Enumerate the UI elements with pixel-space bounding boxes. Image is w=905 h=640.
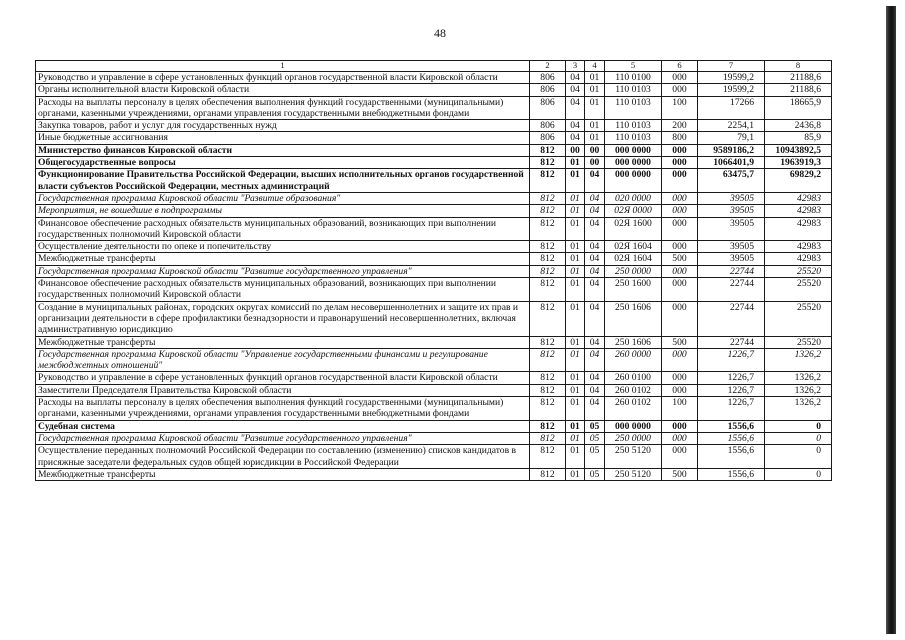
expense-type-cell: 800: [662, 132, 698, 144]
sum-year2-cell: 42983: [765, 241, 832, 253]
admin-code-cell: 806: [530, 72, 566, 84]
sum-year1-cell: 1556,6: [698, 432, 765, 444]
row-name-cell: Функционирование Правительства Российской Федерации, высших исполнительных органов государственной власти субъектов Российской Федерации, местных администраций: [36, 169, 530, 193]
table-row: [36, 157, 832, 169]
subsection-cell: 01: [585, 96, 605, 120]
section-cell: 00: [566, 144, 585, 156]
sum-year2-cell: 1326,2: [765, 372, 832, 384]
row-name-cell: Расходы на выплаты персоналу в целях обеспечения выполнения функций государственными (муниципальными) органами, казенными учреждениями, органами управления государственными внебюджетными фондами: [36, 96, 530, 120]
subsection-cell: 04: [585, 278, 605, 302]
subsection-cell: 01: [585, 72, 605, 84]
sum-year2-cell: 21188,6: [765, 84, 832, 96]
target-article-cell: 000 0000: [605, 169, 662, 193]
sum-year2-cell: 25520: [765, 301, 832, 336]
expense-type-cell: 000: [662, 72, 698, 84]
sum-year2-cell: 1326,2: [765, 397, 832, 421]
subsection-cell: 04: [585, 205, 605, 217]
expense-type-cell: 500: [662, 468, 698, 480]
table-row: [36, 468, 832, 480]
section-cell: 04: [566, 132, 585, 144]
row-name-cell: Межбюджетные трансферты: [36, 468, 530, 480]
column-header-admin: 2: [530, 61, 566, 72]
target-article-cell: 250 1606: [605, 336, 662, 348]
row-name-cell: Государственная программа Кировской области "Развитие образования": [36, 192, 530, 204]
sum-year2-cell: 69829,2: [765, 169, 832, 193]
subsection-cell: 04: [585, 301, 605, 336]
row-name-cell: Государственная программа Кировской области "Развитие государственного управления": [36, 432, 530, 444]
subsection-cell: 04: [585, 384, 605, 396]
row-name-cell: Государственная программа Кировской области "Развитие государственного управления": [36, 265, 530, 277]
target-article-cell: 260 0102: [605, 397, 662, 421]
sum-year2-cell: 1326,2: [765, 348, 832, 372]
sum-year1-cell: 39505: [698, 241, 765, 253]
subsection-cell: 04: [585, 217, 605, 241]
sum-year2-cell: 25520: [765, 336, 832, 348]
section-cell: 04: [566, 96, 585, 120]
expense-type-cell: 000: [662, 205, 698, 217]
expense-type-cell: 000: [662, 420, 698, 432]
subsection-cell: 01: [585, 120, 605, 132]
section-cell: 01: [566, 278, 585, 302]
admin-code-cell: 812: [530, 192, 566, 204]
admin-code-cell: 812: [530, 205, 566, 217]
table-row: [36, 265, 832, 277]
table-row: [36, 217, 832, 241]
column-header-subsection: 4: [585, 61, 605, 72]
section-cell: 01: [566, 384, 585, 396]
admin-code-cell: 812: [530, 253, 566, 265]
admin-code-cell: 812: [530, 301, 566, 336]
expense-type-cell: 000: [662, 192, 698, 204]
expense-type-cell: 000: [662, 169, 698, 193]
admin-code-cell: 812: [530, 265, 566, 277]
subsection-cell: 04: [585, 372, 605, 384]
sum-year1-cell: 1556,6: [698, 420, 765, 432]
subsection-cell: 04: [585, 336, 605, 348]
admin-code-cell: 812: [530, 278, 566, 302]
section-cell: 04: [566, 72, 585, 84]
admin-code-cell: 812: [530, 397, 566, 421]
section-cell: 01: [566, 445, 585, 469]
subsection-cell: 04: [585, 192, 605, 204]
admin-code-cell: 812: [530, 468, 566, 480]
row-name-cell: Финансовое обеспечение расходных обязательств муниципальных образований, возникающих при выполнении государственных полномочий Кировской области: [36, 217, 530, 241]
expense-type-cell: 200: [662, 120, 698, 132]
target-article-cell: 250 5120: [605, 445, 662, 469]
section-cell: 01: [566, 205, 585, 217]
section-cell: 01: [566, 169, 585, 193]
table-row: [36, 348, 832, 372]
sum-year2-cell: 25520: [765, 278, 832, 302]
admin-code-cell: 812: [530, 348, 566, 372]
sum-year2-cell: 0: [765, 432, 832, 444]
sum-year1-cell: 22744: [698, 265, 765, 277]
section-cell: 01: [566, 348, 585, 372]
row-name-cell: Заместители Председателя Правительства Кировской области: [36, 384, 530, 396]
admin-code-cell: 806: [530, 96, 566, 120]
sum-year2-cell: 2436,8: [765, 120, 832, 132]
admin-code-cell: 812: [530, 169, 566, 193]
target-article-cell: 250 1600: [605, 278, 662, 302]
sum-year2-cell: 25520: [765, 265, 832, 277]
admin-code-cell: 812: [530, 336, 566, 348]
row-name-cell: Межбюджетные трансферты: [36, 336, 530, 348]
target-article-cell: 110 0103: [605, 96, 662, 120]
sum-year1-cell: 17266: [698, 96, 765, 120]
sum-year1-cell: 22744: [698, 301, 765, 336]
table-row: [36, 120, 832, 132]
sum-year2-cell: 21188,6: [765, 72, 832, 84]
section-cell: 01: [566, 397, 585, 421]
column-header-name: 1: [36, 61, 530, 72]
expense-type-cell: 000: [662, 348, 698, 372]
table-row: [36, 445, 832, 469]
target-article-cell: 260 0102: [605, 384, 662, 396]
table-row: [36, 372, 832, 384]
sum-year1-cell: 1066401,9: [698, 157, 765, 169]
sum-year1-cell: 9589186,2: [698, 144, 765, 156]
section-cell: 04: [566, 120, 585, 132]
section-cell: 04: [566, 84, 585, 96]
target-article-cell: 02Я 0000: [605, 205, 662, 217]
target-article-cell: 250 0000: [605, 432, 662, 444]
sum-year1-cell: 1556,6: [698, 445, 765, 469]
admin-code-cell: 806: [530, 132, 566, 144]
row-name-cell: Осуществление деятельности по опеке и попечительству: [36, 241, 530, 253]
sum-year1-cell: 19599,2: [698, 84, 765, 96]
table-row: [36, 144, 832, 156]
section-cell: 01: [566, 301, 585, 336]
expense-type-cell: 000: [662, 301, 698, 336]
subsection-cell: 04: [585, 241, 605, 253]
section-cell: 01: [566, 265, 585, 277]
table-header-row: [36, 61, 832, 72]
expense-type-cell: 000: [662, 384, 698, 396]
sum-year1-cell: 1226,7: [698, 397, 765, 421]
table-row: [36, 420, 832, 432]
expense-type-cell: 000: [662, 157, 698, 169]
sum-year1-cell: 63475,7: [698, 169, 765, 193]
subsection-cell: 04: [585, 253, 605, 265]
sum-year1-cell: 1556,6: [698, 468, 765, 480]
expense-type-cell: 100: [662, 96, 698, 120]
table-row: [36, 301, 832, 336]
table-row: [36, 253, 832, 265]
admin-code-cell: 806: [530, 84, 566, 96]
expense-type-cell: 000: [662, 278, 698, 302]
admin-code-cell: 812: [530, 445, 566, 469]
section-cell: 01: [566, 420, 585, 432]
expense-type-cell: 500: [662, 336, 698, 348]
sum-year1-cell: 1226,7: [698, 384, 765, 396]
row-name-cell: Общегосударственные вопросы: [36, 157, 530, 169]
table-row: [36, 84, 832, 96]
target-article-cell: 02Я 1600: [605, 217, 662, 241]
sum-year1-cell: 39505: [698, 205, 765, 217]
target-article-cell: 000 0000: [605, 157, 662, 169]
admin-code-cell: 812: [530, 157, 566, 169]
row-name-cell: Руководство и управление в сфере установленных функций органов государственной власти Кировской области: [36, 372, 530, 384]
expense-type-cell: 000: [662, 217, 698, 241]
table-row: [36, 192, 832, 204]
admin-code-cell: 812: [530, 144, 566, 156]
admin-code-cell: 812: [530, 217, 566, 241]
subsection-cell: 04: [585, 265, 605, 277]
budget-table: [35, 60, 832, 481]
scan-edge-shadow: [886, 6, 896, 634]
sum-year1-cell: 1226,7: [698, 372, 765, 384]
subsection-cell: 05: [585, 432, 605, 444]
sum-year2-cell: 0: [765, 468, 832, 480]
sum-year1-cell: 39505: [698, 217, 765, 241]
section-cell: 01: [566, 241, 585, 253]
target-article-cell: 020 0000: [605, 192, 662, 204]
row-name-cell: Иные бюджетные ассигнования: [36, 132, 530, 144]
sum-year1-cell: 19599,2: [698, 72, 765, 84]
expense-type-cell: 500: [662, 253, 698, 265]
admin-code-cell: 812: [530, 372, 566, 384]
sum-year2-cell: 0: [765, 445, 832, 469]
section-cell: 01: [566, 468, 585, 480]
row-name-cell: Государственная программа Кировской области "Управление государственными финансами и регулирование межбюджетных отношений": [36, 348, 530, 372]
table-row: [36, 241, 832, 253]
table-row: [36, 278, 832, 302]
row-name-cell: Расходы на выплаты персоналу в целях обеспечения выполнения функций государственными (муниципальными) органами, казенными учреждениями, органами управления государственными внебюджетными фондами: [36, 397, 530, 421]
admin-code-cell: 806: [530, 120, 566, 132]
row-name-cell: Закупка товаров, работ и услуг для государственных нужд: [36, 120, 530, 132]
expense-type-cell: 000: [662, 265, 698, 277]
row-name-cell: Руководство и управление в сфере установленных функций органов государственной власти Кировской области: [36, 72, 530, 84]
table-row: [36, 397, 832, 421]
sum-year1-cell: 1226,7: [698, 348, 765, 372]
subsection-cell: 00: [585, 144, 605, 156]
expense-type-cell: 000: [662, 241, 698, 253]
sum-year2-cell: 10943892,5: [765, 144, 832, 156]
target-article-cell: 260 0100: [605, 372, 662, 384]
row-name-cell: Судебная система: [36, 420, 530, 432]
target-article-cell: 250 1606: [605, 301, 662, 336]
sum-year1-cell: 39505: [698, 253, 765, 265]
subsection-cell: 00: [585, 157, 605, 169]
target-article-cell: 110 0103: [605, 84, 662, 96]
page-number: 48: [434, 26, 446, 40]
sum-year2-cell: 42983: [765, 205, 832, 217]
subsection-cell: 01: [585, 132, 605, 144]
expense-type-cell: 000: [662, 372, 698, 384]
table-row: [36, 169, 832, 193]
row-name-cell: Межбюджетные трансферты: [36, 253, 530, 265]
table-body: [36, 72, 832, 481]
section-cell: 01: [566, 336, 585, 348]
expense-type-cell: 000: [662, 445, 698, 469]
subsection-cell: 01: [585, 84, 605, 96]
target-article-cell: 02Я 1604: [605, 241, 662, 253]
target-article-cell: 000 0000: [605, 420, 662, 432]
section-cell: 01: [566, 157, 585, 169]
sum-year1-cell: 22744: [698, 278, 765, 302]
target-article-cell: 260 0000: [605, 348, 662, 372]
table-row: [36, 384, 832, 396]
row-name-cell: Министерство финансов Кировской области: [36, 144, 530, 156]
section-cell: 01: [566, 217, 585, 241]
row-name-cell: Осуществление переданных полномочий Российской Федерации по составлению (изменению) списков кандидатов в присяжные заседатели федеральных судов общей юрисдикции в Российской Федерации: [36, 445, 530, 469]
sum-year2-cell: 18665,9: [765, 96, 832, 120]
row-name-cell: Финансовое обеспечение расходных обязательств муниципальных образований, возникающих при выполнении государственных полномочий Кировской области: [36, 278, 530, 302]
sum-year2-cell: 42983: [765, 253, 832, 265]
subsection-cell: 04: [585, 169, 605, 193]
sum-year1-cell: 39505: [698, 192, 765, 204]
section-cell: 01: [566, 192, 585, 204]
subsection-cell: 05: [585, 420, 605, 432]
table-row: [36, 205, 832, 217]
column-header-section: 3: [566, 61, 585, 72]
column-header-expense-type: 6: [662, 61, 698, 72]
row-name-cell: Создание в муниципальных районах, городских округах комиссий по делам несовершеннолетних и защите их прав и организации деятельности в сфере профилактики безнадзорности и правонарушений несовершеннолетних, включая административную юрисдикцию: [36, 301, 530, 336]
column-header-target: 5: [605, 61, 662, 72]
sum-year1-cell: 22744: [698, 336, 765, 348]
target-article-cell: 02Я 1604: [605, 253, 662, 265]
sum-year2-cell: 85,9: [765, 132, 832, 144]
subsection-cell: 04: [585, 348, 605, 372]
row-name-cell: Мероприятия, не вошедшие в подпрограммы: [36, 205, 530, 217]
subsection-cell: 04: [585, 397, 605, 421]
column-header-sum-year2: 8: [765, 61, 832, 72]
sum-year2-cell: 0: [765, 420, 832, 432]
expense-type-cell: 100: [662, 397, 698, 421]
admin-code-cell: 812: [530, 384, 566, 396]
target-article-cell: 250 5120: [605, 468, 662, 480]
table-row: [36, 336, 832, 348]
section-cell: 01: [566, 372, 585, 384]
column-header-sum-year1: 7: [698, 61, 765, 72]
sum-year2-cell: 42983: [765, 192, 832, 204]
subsection-cell: 05: [585, 468, 605, 480]
row-name-cell: Органы исполнительной власти Кировской области: [36, 84, 530, 96]
expense-type-cell: 000: [662, 144, 698, 156]
target-article-cell: 110 0103: [605, 120, 662, 132]
sum-year2-cell: 42983: [765, 217, 832, 241]
sum-year2-cell: 1963919,3: [765, 157, 832, 169]
admin-code-cell: 812: [530, 432, 566, 444]
sum-year2-cell: 1326,2: [765, 384, 832, 396]
expense-type-cell: 000: [662, 432, 698, 444]
section-cell: 01: [566, 253, 585, 265]
target-article-cell: 110 0103: [605, 132, 662, 144]
section-cell: 01: [566, 432, 585, 444]
subsection-cell: 05: [585, 445, 605, 469]
admin-code-cell: 812: [530, 241, 566, 253]
table-row: [36, 432, 832, 444]
target-article-cell: 250 0000: [605, 265, 662, 277]
sum-year1-cell: 2254,1: [698, 120, 765, 132]
expense-type-cell: 000: [662, 84, 698, 96]
target-article-cell: 110 0100: [605, 72, 662, 84]
admin-code-cell: 812: [530, 420, 566, 432]
sum-year1-cell: 79,1: [698, 132, 765, 144]
table-row: [36, 72, 832, 84]
table-row: [36, 96, 832, 120]
table-row: [36, 132, 832, 144]
target-article-cell: 000 0000: [605, 144, 662, 156]
